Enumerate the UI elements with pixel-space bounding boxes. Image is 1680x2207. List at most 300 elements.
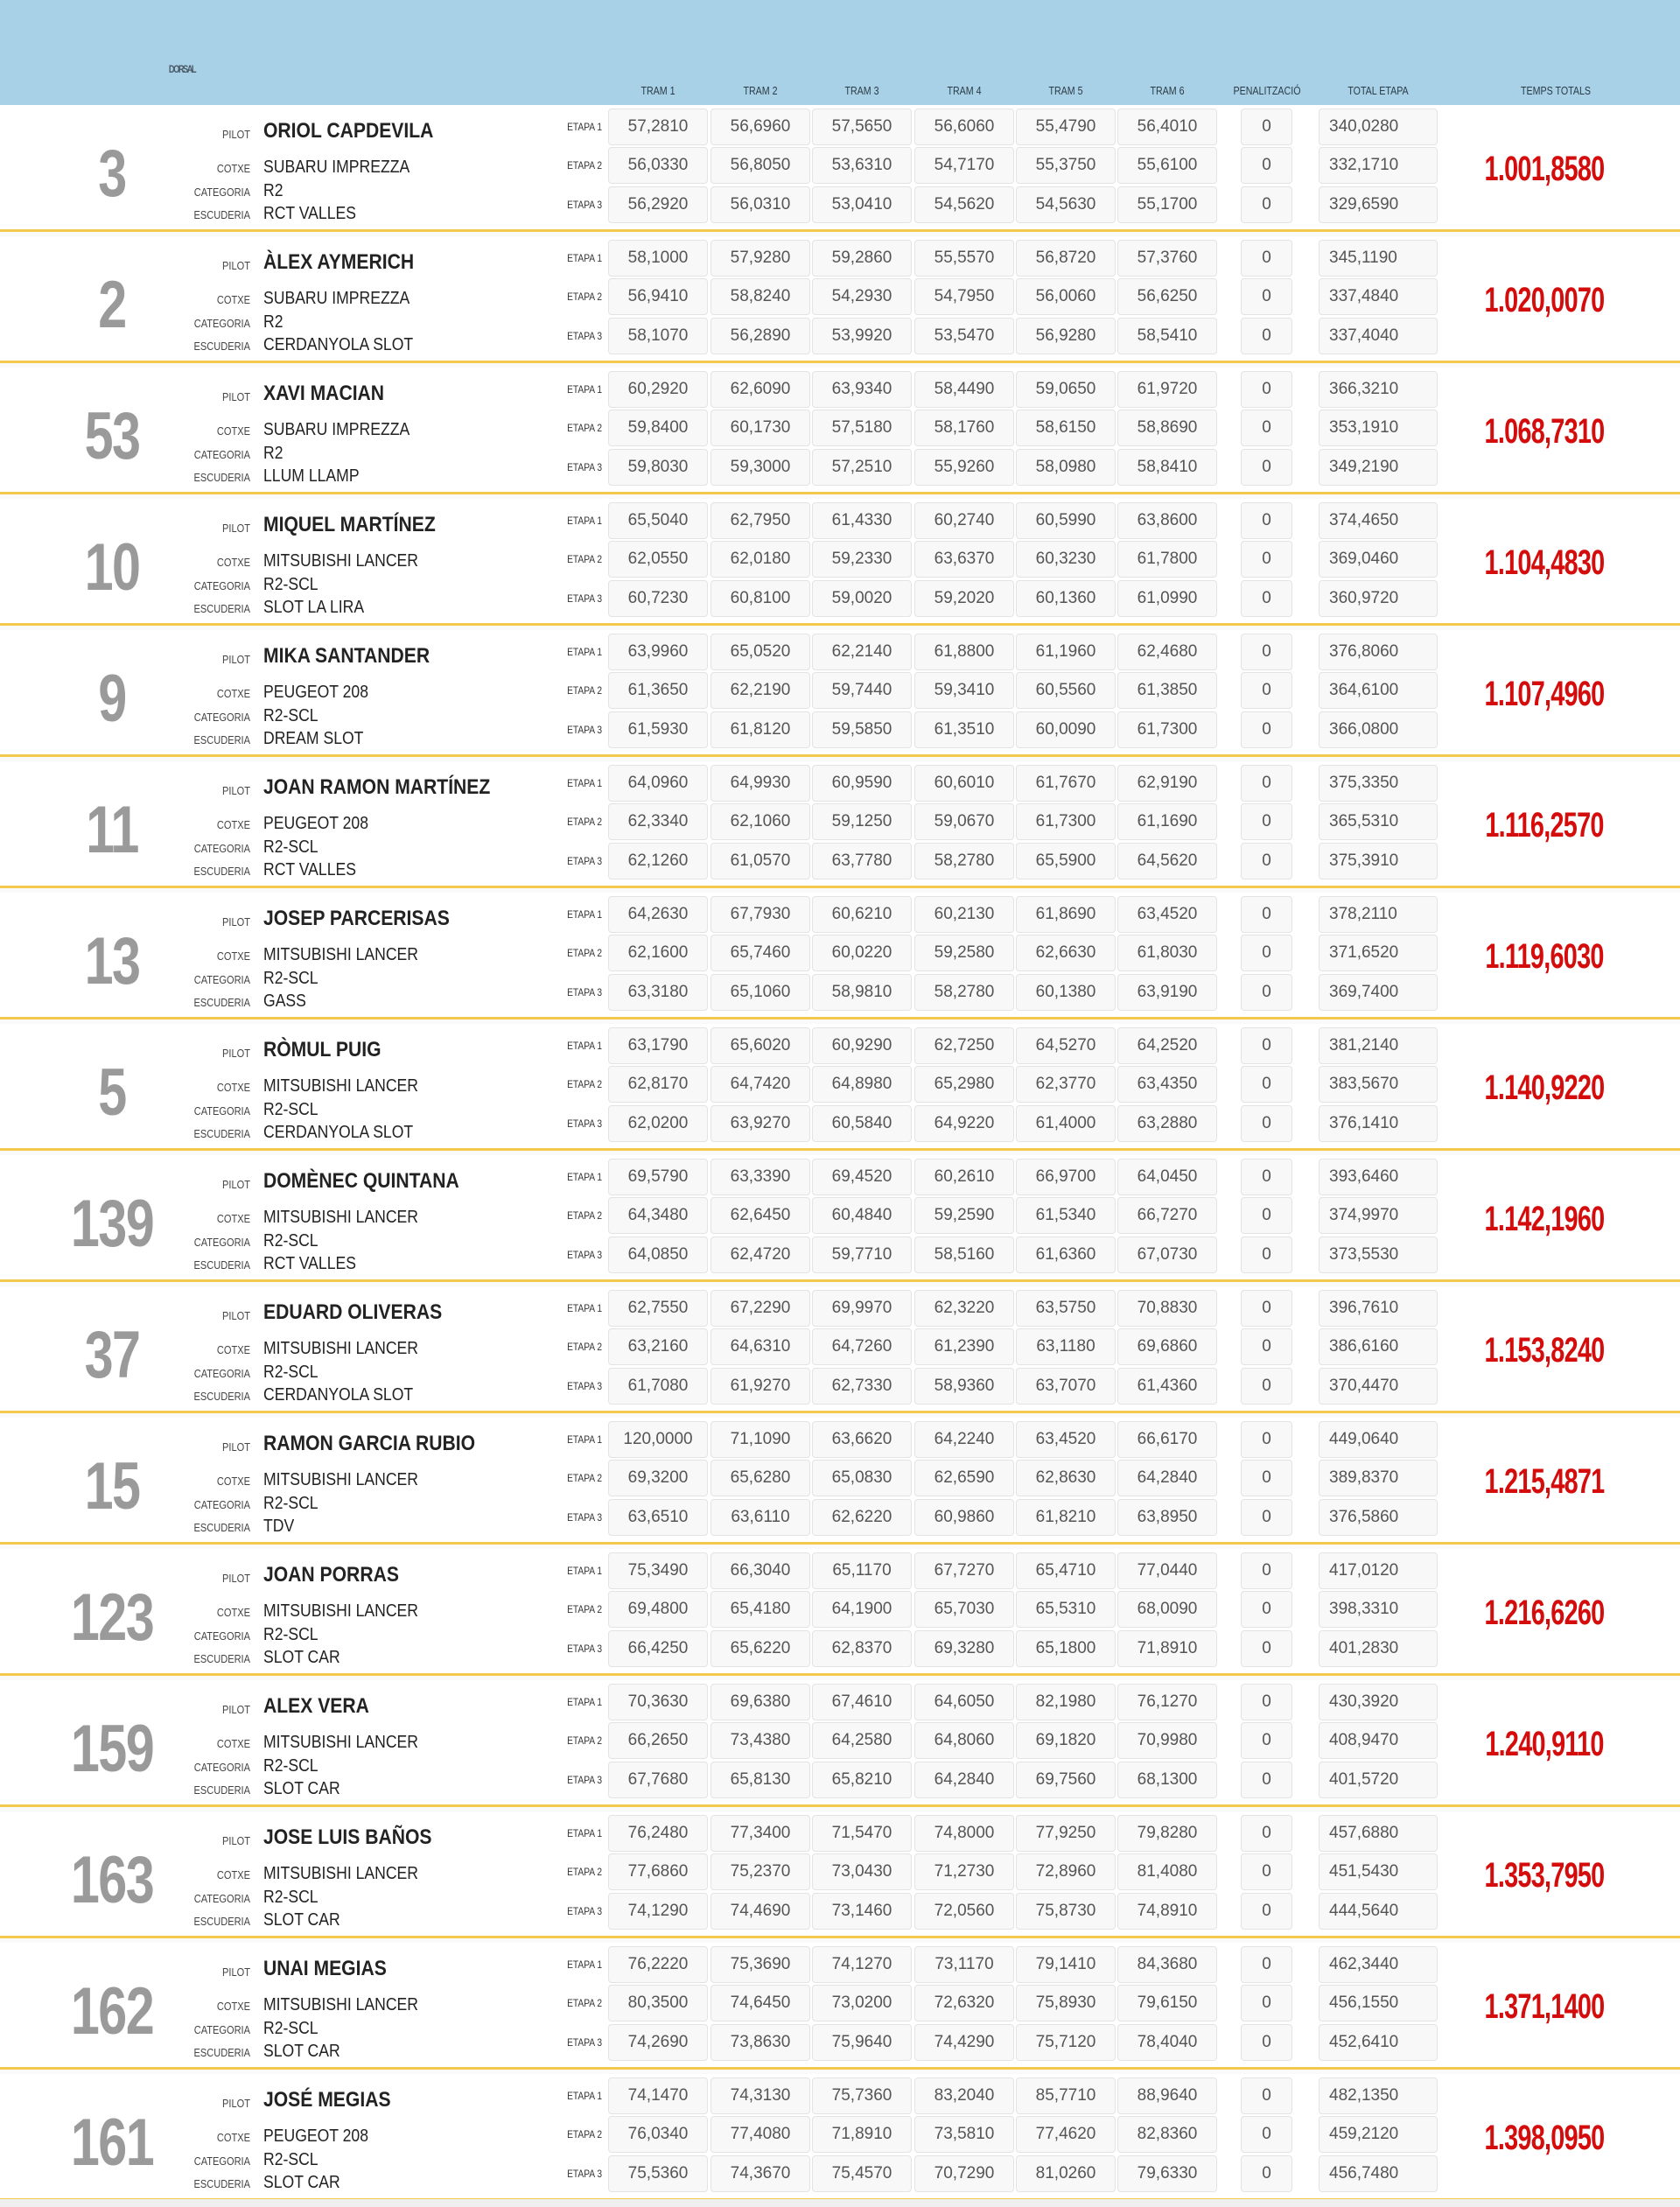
escuderia-value: RCT VALLES [263, 1254, 356, 1273]
escuderia-label: ESCUDERIA [193, 2046, 250, 2059]
tram-time-cell: 60,7230 [608, 580, 708, 617]
cotxe-value: MITSUBISHI LANCER [263, 945, 419, 964]
tram-time-cell: 72,8960 [1016, 1853, 1116, 1890]
tram-time-cell: 61,5340 [1016, 1197, 1116, 1234]
tram-time-cell: 64,2840 [914, 1762, 1014, 1798]
header-tram-3: TRAM 3 [844, 84, 879, 97]
tram-time-cell: 75,4570 [812, 2155, 912, 2192]
total-etapa-cell: 482,1350 [1319, 2077, 1438, 2114]
pilot-value: JOSÉ MEGIAS [263, 2088, 391, 2112]
tram-time-cell: 61,7670 [1016, 765, 1116, 802]
dorsal-number: 37 [84, 1318, 140, 1392]
penalty-cell: 0 [1241, 541, 1292, 578]
driver-row [0, 2074, 1680, 2205]
tram-time-cell: 79,1410 [1016, 1946, 1116, 1983]
header-dorsal: DORSAL [168, 63, 196, 75]
etapa-label: ETAPA 3 [567, 1905, 602, 1917]
tram-time-cell: 61,8030 [1117, 935, 1217, 971]
tram-time-cell: 60,2740 [914, 502, 1014, 539]
tram-time-cell: 68,1300 [1117, 1762, 1217, 1798]
tram-time-cell: 65,5310 [1016, 1591, 1116, 1628]
tram-time-cell: 84,3680 [1117, 1946, 1217, 1983]
tram-time-cell: 80,3500 [608, 1985, 708, 2021]
etapa-label: ETAPA 1 [567, 1958, 602, 1971]
tram-time-cell: 74,1290 [608, 1893, 708, 1930]
tram-time-cell: 63,9340 [812, 371, 912, 408]
categoria-label: CATEGORIA [193, 2023, 250, 2036]
tram-time-cell: 63,7070 [1016, 1368, 1116, 1405]
escuderia-label: ESCUDERIA [193, 208, 250, 221]
tram-time-cell: 61,9270 [710, 1368, 810, 1405]
pilot-label: PILOT [222, 1440, 250, 1454]
penalty-cell: 0 [1241, 2155, 1292, 2192]
escuderia-label: ESCUDERIA [193, 1521, 250, 1534]
driver-row [0, 1680, 1680, 1811]
categoria-label: CATEGORIA [193, 448, 250, 461]
cotxe-label: COTXE [216, 949, 250, 963]
tram-time-cell: 56,0330 [608, 147, 708, 184]
escuderia-value: LLUM LLAMP [263, 466, 360, 486]
penalty-cell: 0 [1241, 580, 1292, 617]
etapa-label: ETAPA 2 [567, 1341, 602, 1353]
escuderia-value: CERDANYOLA SLOT [263, 1385, 414, 1405]
etapa-label: ETAPA 1 [567, 908, 602, 921]
tram-time-cell: 60,9590 [812, 765, 912, 802]
penalty-cell: 0 [1241, 1762, 1292, 1798]
tram-time-cell: 72,6320 [914, 1985, 1014, 2021]
cotxe-label: COTXE [216, 424, 250, 438]
tram-time-cell: 54,5620 [914, 186, 1014, 223]
tram-time-cell: 66,4250 [608, 1630, 708, 1667]
total-etapa-cell: 401,5720 [1319, 1762, 1438, 1798]
escuderia-value: SLOT CAR [263, 1648, 340, 1667]
dorsal-number: 159 [70, 1712, 154, 1786]
etapa-label: ETAPA 2 [567, 291, 602, 303]
tram-time-cell: 67,7680 [608, 1762, 708, 1798]
penalty-cell: 0 [1241, 896, 1292, 933]
tram-time-cell: 62,6630 [1016, 935, 1116, 971]
escuderia-label: ESCUDERIA [193, 340, 250, 353]
tram-time-cell: 56,0310 [710, 186, 810, 223]
penalty-cell: 0 [1241, 1853, 1292, 1890]
penalty-cell: 0 [1241, 1066, 1292, 1103]
temps-total: 1.068,7310 [1484, 412, 1605, 451]
cotxe-value: MITSUBISHI LANCER [263, 1995, 419, 2014]
tram-time-cell: 69,1820 [1016, 1722, 1116, 1759]
pilot-label: PILOT [222, 1572, 250, 1585]
dorsal-number: 9 [98, 662, 126, 736]
etapa-label: ETAPA 1 [567, 777, 602, 789]
escuderia-value: CERDANYOLA SLOT [263, 335, 414, 354]
tram-time-cell: 67,0730 [1117, 1237, 1217, 1273]
pilot-value: UNAI MEGIAS [263, 1957, 387, 1980]
tram-time-cell: 66,7270 [1117, 1197, 1217, 1234]
escuderia-label: ESCUDERIA [193, 1127, 250, 1140]
tram-time-cell: 58,2780 [914, 974, 1014, 1011]
temps-total: 1.371,1400 [1484, 1987, 1605, 2026]
tram-time-cell: 64,2520 [1117, 1027, 1217, 1064]
tram-time-cell: 66,3040 [710, 1552, 810, 1589]
escuderia-label: ESCUDERIA [193, 471, 250, 484]
categoria-value: R2 [263, 444, 284, 463]
etapa-label: ETAPA 2 [567, 684, 602, 697]
tram-time-cell: 63,7780 [812, 843, 912, 879]
tram-time-cell: 75,7360 [812, 2077, 912, 2114]
total-etapa-cell: 374,4650 [1319, 502, 1438, 539]
tram-time-cell: 61,1960 [1016, 634, 1116, 670]
tram-time-cell: 59,8400 [608, 410, 708, 446]
tram-time-cell: 69,4520 [812, 1159, 912, 1195]
pilot-value: MIQUEL MARTÍNEZ [263, 513, 436, 536]
tram-time-cell: 69,4800 [608, 1591, 708, 1628]
temps-total: 1.353,7950 [1484, 1856, 1605, 1895]
tram-time-cell: 66,2650 [608, 1722, 708, 1759]
tram-time-cell: 62,4720 [710, 1237, 810, 1273]
total-etapa-cell: 369,7400 [1319, 974, 1438, 1011]
tram-time-cell: 60,5560 [1016, 672, 1116, 709]
total-etapa-cell: 383,5670 [1319, 1066, 1438, 1103]
cotxe-value: MITSUBISHI LANCER [263, 1864, 419, 1883]
escuderia-value: SLOT CAR [263, 2042, 340, 2061]
etapa-label: ETAPA 2 [567, 1472, 602, 1484]
etapa-label: ETAPA 1 [567, 121, 602, 133]
tram-time-cell: 58,1760 [914, 410, 1014, 446]
tram-time-cell: 70,7290 [914, 2155, 1014, 2192]
tram-time-cell: 59,3000 [710, 449, 810, 486]
tram-time-cell: 81,0260 [1016, 2155, 1116, 2192]
categoria-label: CATEGORIA [193, 317, 250, 330]
tram-time-cell: 76,0340 [608, 2116, 708, 2153]
tram-time-cell: 62,1060 [710, 803, 810, 840]
tram-time-cell: 56,9280 [1016, 318, 1116, 354]
total-etapa-cell: 462,3440 [1319, 1946, 1438, 1983]
tram-time-cell: 62,6220 [812, 1499, 912, 1536]
categoria-label: CATEGORIA [193, 1367, 250, 1380]
tram-time-cell: 61,4000 [1016, 1105, 1116, 1142]
tram-time-cell: 60,5990 [1016, 502, 1116, 539]
etapa-label: ETAPA 1 [567, 1171, 602, 1183]
dorsal-number: 139 [70, 1187, 154, 1261]
total-etapa-cell: 456,7480 [1319, 2155, 1438, 2192]
pilot-label: PILOT [222, 1834, 250, 1847]
dorsal-number: 10 [84, 530, 140, 605]
tram-time-cell: 57,9280 [710, 240, 810, 277]
escuderia-value: SLOT LA LIRA [263, 598, 365, 617]
tram-time-cell: 61,8690 [1016, 896, 1116, 933]
tram-time-cell: 74,2690 [608, 2024, 708, 2061]
penalty-cell: 0 [1241, 843, 1292, 879]
tram-time-cell: 62,1260 [608, 843, 708, 879]
tram-time-cell: 54,7950 [914, 278, 1014, 315]
dorsal-number: 163 [70, 1843, 154, 1917]
cotxe-label: COTXE [216, 1868, 250, 1881]
tram-time-cell: 74,6450 [710, 1985, 810, 2021]
penalty-cell: 0 [1241, 974, 1292, 1011]
tram-time-cell: 57,2810 [608, 109, 708, 145]
tram-time-cell: 65,8210 [812, 1762, 912, 1798]
penalty-cell: 0 [1241, 318, 1292, 354]
total-etapa-cell: 371,6520 [1319, 935, 1438, 971]
penalty-cell: 0 [1241, 1290, 1292, 1327]
temps-total: 1.398,0950 [1484, 2119, 1605, 2157]
tram-time-cell: 67,4610 [812, 1684, 912, 1720]
categoria-value: R2-SCL [263, 1494, 318, 1513]
dorsal-number: 162 [70, 1974, 154, 2049]
tram-time-cell: 64,2840 [1117, 1460, 1217, 1496]
driver-row [0, 1811, 1680, 1943]
cotxe-value: MITSUBISHI LANCER [263, 1208, 419, 1227]
tram-time-cell: 65,2980 [914, 1066, 1014, 1103]
cotxe-label: COTXE [216, 1343, 250, 1356]
total-etapa-cell: 444,5640 [1319, 1893, 1438, 1930]
tram-time-cell: 61,2390 [914, 1328, 1014, 1365]
tram-time-cell: 70,9980 [1117, 1722, 1217, 1759]
cotxe-value: PEUGEOT 208 [263, 814, 368, 833]
tram-time-cell: 57,5650 [812, 109, 912, 145]
pilot-label: PILOT [222, 1178, 250, 1191]
tram-time-cell: 69,9970 [812, 1290, 912, 1327]
penalty-cell: 0 [1241, 449, 1292, 486]
tram-time-cell: 63,2880 [1117, 1105, 1217, 1142]
etapa-label: ETAPA 1 [567, 252, 602, 264]
tram-time-cell: 56,8050 [710, 147, 810, 184]
pilot-value: ÀLEX AYMERICH [263, 250, 415, 274]
tram-time-cell: 120,0000 [608, 1421, 708, 1458]
etapa-label: ETAPA 3 [567, 724, 602, 736]
penalty-cell: 0 [1241, 2116, 1292, 2153]
total-etapa-cell: 451,5430 [1319, 1853, 1438, 1890]
tram-time-cell: 58,8410 [1117, 449, 1217, 486]
categoria-label: CATEGORIA [193, 579, 250, 592]
header-tram-4: TRAM 4 [947, 84, 982, 97]
temps-total: 1.142,1960 [1484, 1200, 1605, 1238]
pilot-value: RAMON GARCIA RUBIO [263, 1432, 476, 1455]
tram-time-cell: 77,9250 [1016, 1815, 1116, 1852]
tram-time-cell: 63,1790 [608, 1027, 708, 1064]
tram-time-cell: 62,3220 [914, 1290, 1014, 1327]
penalty-cell: 0 [1241, 803, 1292, 840]
tram-time-cell: 60,5840 [812, 1105, 912, 1142]
tram-time-cell: 53,5470 [914, 318, 1014, 354]
tram-time-cell: 59,2020 [914, 580, 1014, 617]
tram-time-cell: 56,6060 [914, 109, 1014, 145]
pilot-label: PILOT [222, 522, 250, 535]
tram-time-cell: 74,1470 [608, 2077, 708, 2114]
etapa-label: ETAPA 3 [567, 1249, 602, 1261]
categoria-label: CATEGORIA [193, 186, 250, 199]
cotxe-label: COTXE [216, 2131, 250, 2144]
etapa-label: ETAPA 2 [567, 1866, 602, 1878]
tram-time-cell: 62,6090 [710, 371, 810, 408]
driver-row [0, 1943, 1680, 2074]
total-etapa-cell: 401,2830 [1319, 1630, 1438, 1667]
pilot-value: JOSEP PARCERISAS [263, 907, 450, 930]
tram-time-cell: 58,4490 [914, 371, 1014, 408]
tram-time-cell: 60,0090 [1016, 711, 1116, 748]
tram-time-cell: 64,6050 [914, 1684, 1014, 1720]
tram-time-cell: 65,6020 [710, 1027, 810, 1064]
cotxe-value: PEUGEOT 208 [263, 683, 368, 702]
total-etapa-cell: 408,9470 [1319, 1722, 1438, 1759]
total-etapa-cell: 376,5860 [1319, 1499, 1438, 1536]
cotxe-label: COTXE [216, 687, 250, 700]
penalty-cell: 0 [1241, 1237, 1292, 1273]
categoria-value: R2-SCL [263, 1363, 318, 1382]
tram-time-cell: 61,4330 [812, 502, 912, 539]
tram-time-cell: 58,1000 [608, 240, 708, 277]
tram-time-cell: 65,0830 [812, 1460, 912, 1496]
penalty-cell: 0 [1241, 2024, 1292, 2061]
temps-total: 1.001,8580 [1484, 150, 1605, 188]
categoria-value: R2 [263, 181, 284, 200]
tram-time-cell: 60,1730 [710, 410, 810, 446]
tram-time-cell: 71,2730 [914, 1853, 1014, 1890]
tram-time-cell: 75,5360 [608, 2155, 708, 2192]
tram-time-cell: 62,3770 [1016, 1066, 1116, 1103]
tram-time-cell: 63,6370 [914, 541, 1014, 578]
tram-time-cell: 73,0430 [812, 1853, 912, 1890]
tram-time-cell: 64,2580 [812, 1722, 912, 1759]
penalty-cell: 0 [1241, 1591, 1292, 1628]
pilot-value: RÒMUL PUIG [263, 1038, 382, 1061]
penalty-cell: 0 [1241, 672, 1292, 709]
total-etapa-cell: 329,6590 [1319, 186, 1438, 223]
tram-time-cell: 58,9810 [812, 974, 912, 1011]
penalty-cell: 0 [1241, 711, 1292, 748]
etapa-label: ETAPA 3 [567, 1511, 602, 1524]
driver-row [0, 1286, 1680, 1418]
tram-time-cell: 62,0550 [608, 541, 708, 578]
tram-time-cell: 60,9290 [812, 1027, 912, 1064]
tram-time-cell: 67,7270 [914, 1552, 1014, 1589]
tram-time-cell: 83,2040 [914, 2077, 1014, 2114]
pilot-value: XAVI MACIAN [263, 382, 385, 405]
etapa-label: ETAPA 2 [567, 2128, 602, 2140]
tram-time-cell: 64,0850 [608, 1237, 708, 1273]
penalty-cell: 0 [1241, 1421, 1292, 1458]
penalty-cell: 0 [1241, 147, 1292, 184]
tram-time-cell: 65,4710 [1016, 1552, 1116, 1589]
tram-time-cell: 61,3510 [914, 711, 1014, 748]
header-tram-5: TRAM 5 [1048, 84, 1083, 97]
etapa-label: ETAPA 3 [567, 986, 602, 998]
pilot-label: PILOT [222, 2097, 250, 2110]
cotxe-value: SUBARU IMPREZZA [263, 289, 410, 308]
tram-time-cell: 60,8100 [710, 580, 810, 617]
header-temps-totals: TEMPS TOTALS [1521, 84, 1591, 97]
dorsal-number: 161 [70, 2105, 154, 2180]
tram-time-cell: 62,0180 [710, 541, 810, 578]
etapa-label: ETAPA 1 [567, 1827, 602, 1839]
total-etapa-cell: 376,8060 [1319, 634, 1438, 670]
etapa-label: ETAPA 1 [567, 1040, 602, 1052]
tram-time-cell: 64,0960 [608, 765, 708, 802]
tram-time-cell: 60,1380 [1016, 974, 1116, 1011]
etapa-label: ETAPA 1 [567, 1433, 602, 1446]
total-etapa-cell: 340,0280 [1319, 109, 1438, 145]
tram-time-cell: 59,2590 [914, 1197, 1014, 1234]
tram-time-cell: 60,2920 [608, 371, 708, 408]
categoria-value: R2-SCL [263, 2150, 318, 2169]
tram-time-cell: 57,3760 [1117, 240, 1217, 277]
total-etapa-cell: 375,3910 [1319, 843, 1438, 879]
temps-total: 1.240,9110 [1485, 1725, 1604, 1763]
tram-time-cell: 63,6110 [710, 1499, 810, 1536]
pilot-value: JOAN RAMON MARTÍNEZ [263, 775, 491, 799]
tram-time-cell: 61,4360 [1117, 1368, 1217, 1405]
tram-time-cell: 61,8800 [914, 634, 1014, 670]
cotxe-label: COTXE [216, 2000, 250, 2013]
cotxe-label: COTXE [216, 818, 250, 831]
tram-time-cell: 61,8120 [710, 711, 810, 748]
tram-time-cell: 65,6220 [710, 1630, 810, 1667]
tram-time-cell: 62,8370 [812, 1630, 912, 1667]
tram-time-cell: 62,3340 [608, 803, 708, 840]
tram-time-cell: 64,5620 [1117, 843, 1217, 879]
tram-time-cell: 63,9960 [608, 634, 708, 670]
tram-time-cell: 55,4790 [1016, 109, 1116, 145]
tram-time-cell: 56,2920 [608, 186, 708, 223]
tram-time-cell: 65,0520 [710, 634, 810, 670]
penalty-cell: 0 [1241, 1027, 1292, 1064]
tram-time-cell: 62,7550 [608, 1290, 708, 1327]
tram-time-cell: 76,1270 [1117, 1684, 1217, 1720]
escuderia-label: ESCUDERIA [193, 1783, 250, 1797]
penalty-cell: 0 [1241, 410, 1292, 446]
tram-time-cell: 58,0980 [1016, 449, 1116, 486]
etapa-label: ETAPA 1 [567, 646, 602, 658]
etapa-label: ETAPA 2 [567, 816, 602, 828]
tram-time-cell: 63,3390 [710, 1159, 810, 1195]
escuderia-label: ESCUDERIA [193, 1652, 250, 1665]
tram-time-cell: 79,6330 [1117, 2155, 1217, 2192]
tram-time-cell: 60,2130 [914, 896, 1014, 933]
temps-total: 1.107,4960 [1484, 675, 1605, 713]
tram-time-cell: 65,6280 [710, 1460, 810, 1496]
tram-time-cell: 64,0450 [1117, 1159, 1217, 1195]
tram-time-cell: 74,3130 [710, 2077, 810, 2114]
tram-time-cell: 63,6620 [812, 1421, 912, 1458]
tram-time-cell: 77,3400 [710, 1815, 810, 1852]
escuderia-value: RCT VALLES [263, 860, 356, 879]
tram-time-cell: 62,1600 [608, 935, 708, 971]
tram-time-cell: 69,7560 [1016, 1762, 1116, 1798]
pilot-label: PILOT [222, 1047, 250, 1060]
tram-time-cell: 63,4350 [1117, 1066, 1217, 1103]
tram-time-cell: 73,0200 [812, 1985, 912, 2021]
tram-time-cell: 63,2160 [608, 1328, 708, 1365]
tram-time-cell: 74,8910 [1117, 1893, 1217, 1930]
tram-time-cell: 58,1070 [608, 318, 708, 354]
categoria-label: CATEGORIA [193, 1892, 250, 1905]
pilot-value: ALEX VERA [263, 1694, 369, 1718]
total-etapa-cell: 396,7610 [1319, 1290, 1438, 1327]
pilot-label: PILOT [222, 259, 250, 272]
categoria-value: R2-SCL [263, 1756, 318, 1776]
total-etapa-cell: 389,8370 [1319, 1460, 1438, 1496]
pilot-label: PILOT [222, 653, 250, 666]
cotxe-value: MITSUBISHI LANCER [263, 1733, 419, 1752]
dorsal-number: 123 [70, 1580, 154, 1655]
tram-time-cell: 65,7030 [914, 1591, 1014, 1628]
tram-time-cell: 62,0200 [608, 1105, 708, 1142]
header-tram-1: TRAM 1 [640, 84, 676, 97]
total-etapa-cell: 345,1190 [1319, 240, 1438, 277]
cotxe-label: COTXE [216, 1475, 250, 1488]
tram-time-cell: 59,7440 [812, 672, 912, 709]
tram-time-cell: 60,9860 [914, 1499, 1014, 1536]
driver-row [0, 1155, 1680, 1286]
